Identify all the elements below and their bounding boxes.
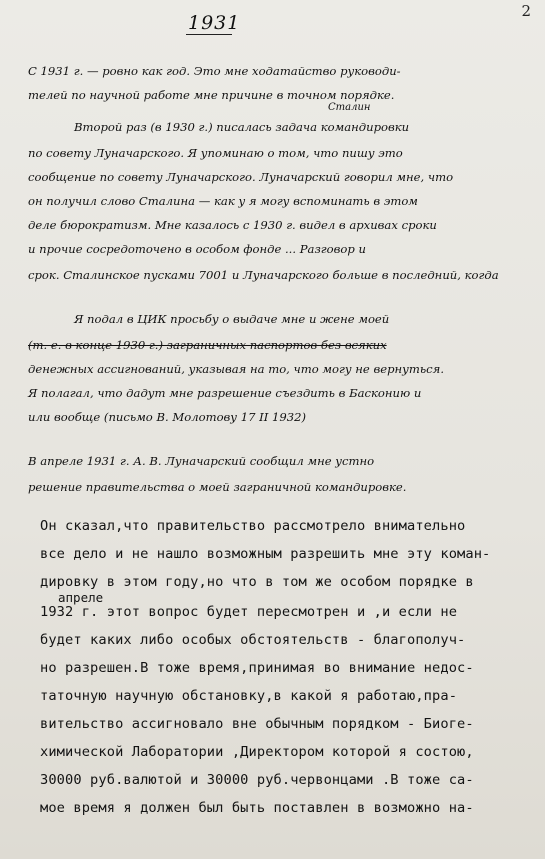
- handwritten-line: деле бюрократизм. Мне казалось с 1930 г. видел в архивах сроки: [28, 218, 437, 232]
- year-heading: 1931: [188, 12, 241, 34]
- typed-line: 1932 г. этот вопрос будет пересмотрен и ,и если не: [40, 604, 458, 620]
- handwritten-line: В апреле 1931 г. А. В. Луначарский сообщил мне устно: [28, 454, 375, 468]
- handwritten-line: сообщение по совету Луначарского. Луначарский говорил мне, что: [28, 170, 454, 184]
- typed-line: таточную научную обстановку,в какой я работаю,пра-: [40, 688, 458, 704]
- typed-line: дировку в этом году,но что в том же особом порядке в: [40, 574, 474, 590]
- handwritten-line: С 1931 г. — ровно как год. Это мне ходатайство руководи-: [28, 64, 401, 78]
- handwritten-line: решение правительства о моей заграничной командировке.: [28, 480, 407, 494]
- typed-line: химической Лаборатории ,Директором которой я состою,: [40, 744, 474, 760]
- handwritten-line: он получил слово Сталина — как у я могу вспоминать в этом: [28, 194, 418, 208]
- typed-line: но разрешен.В тоже время,принимая во внимание недос-: [40, 660, 474, 676]
- handwritten-line: Я полагал, что дадут мне разрешение съездить в Басконию и: [28, 386, 422, 400]
- handwritten-line: по совету Луначарского. Я упоминаю о том, что пишу это: [28, 146, 403, 160]
- handwritten-line: срок. Сталинское пусками 7001 и Луначарского больше в последний, когда: [28, 268, 499, 282]
- handwritten-line: Второй раз (в 1930 г.) писалась задача командировки: [74, 120, 410, 134]
- handwritten-line: Я подал в ЦИК просьбу о выдаче мне и жене моей: [74, 312, 390, 326]
- handwritten-line: (т. е. в конце 1930 г.) заграничных паспортов без всяких: [28, 338, 387, 352]
- typed-line: мое время я должен был быть поставлен в возможно на-: [40, 800, 474, 816]
- handwritten-line: или вообще (письмо В. Молотову 17 II 1932): [28, 410, 307, 424]
- typed-line: вительство ассигновало вне обычным порядком - Биоге-: [40, 716, 474, 732]
- handwritten-line: телей по научной работе мне причине в точном порядке.: [28, 88, 395, 102]
- handwritten-line: денежных ассигнований, указывая на то, что могу не вернуться.: [28, 362, 445, 376]
- typed-line: Он сказал,что правительство рассмотрело внимательно: [40, 518, 466, 534]
- heading-underline: [186, 34, 232, 35]
- typed-line: 30000 руб.валютой и 30000 руб.червонцами .В тоже са-: [40, 772, 474, 788]
- archive-sheet-number: 2: [521, 2, 531, 20]
- typed-line: будет каких либо особых обстоятельств - благополуч-: [40, 632, 466, 648]
- typed-line: все дело и не нашло возможным разрешить мне эту коман-: [40, 546, 491, 562]
- typed-insertion: апреле: [58, 590, 104, 605]
- handwritten-line: и прочие сосредоточено в особом фонде ... Разговор и: [28, 242, 366, 256]
- handwritten-insertion: Сталин: [328, 102, 371, 113]
